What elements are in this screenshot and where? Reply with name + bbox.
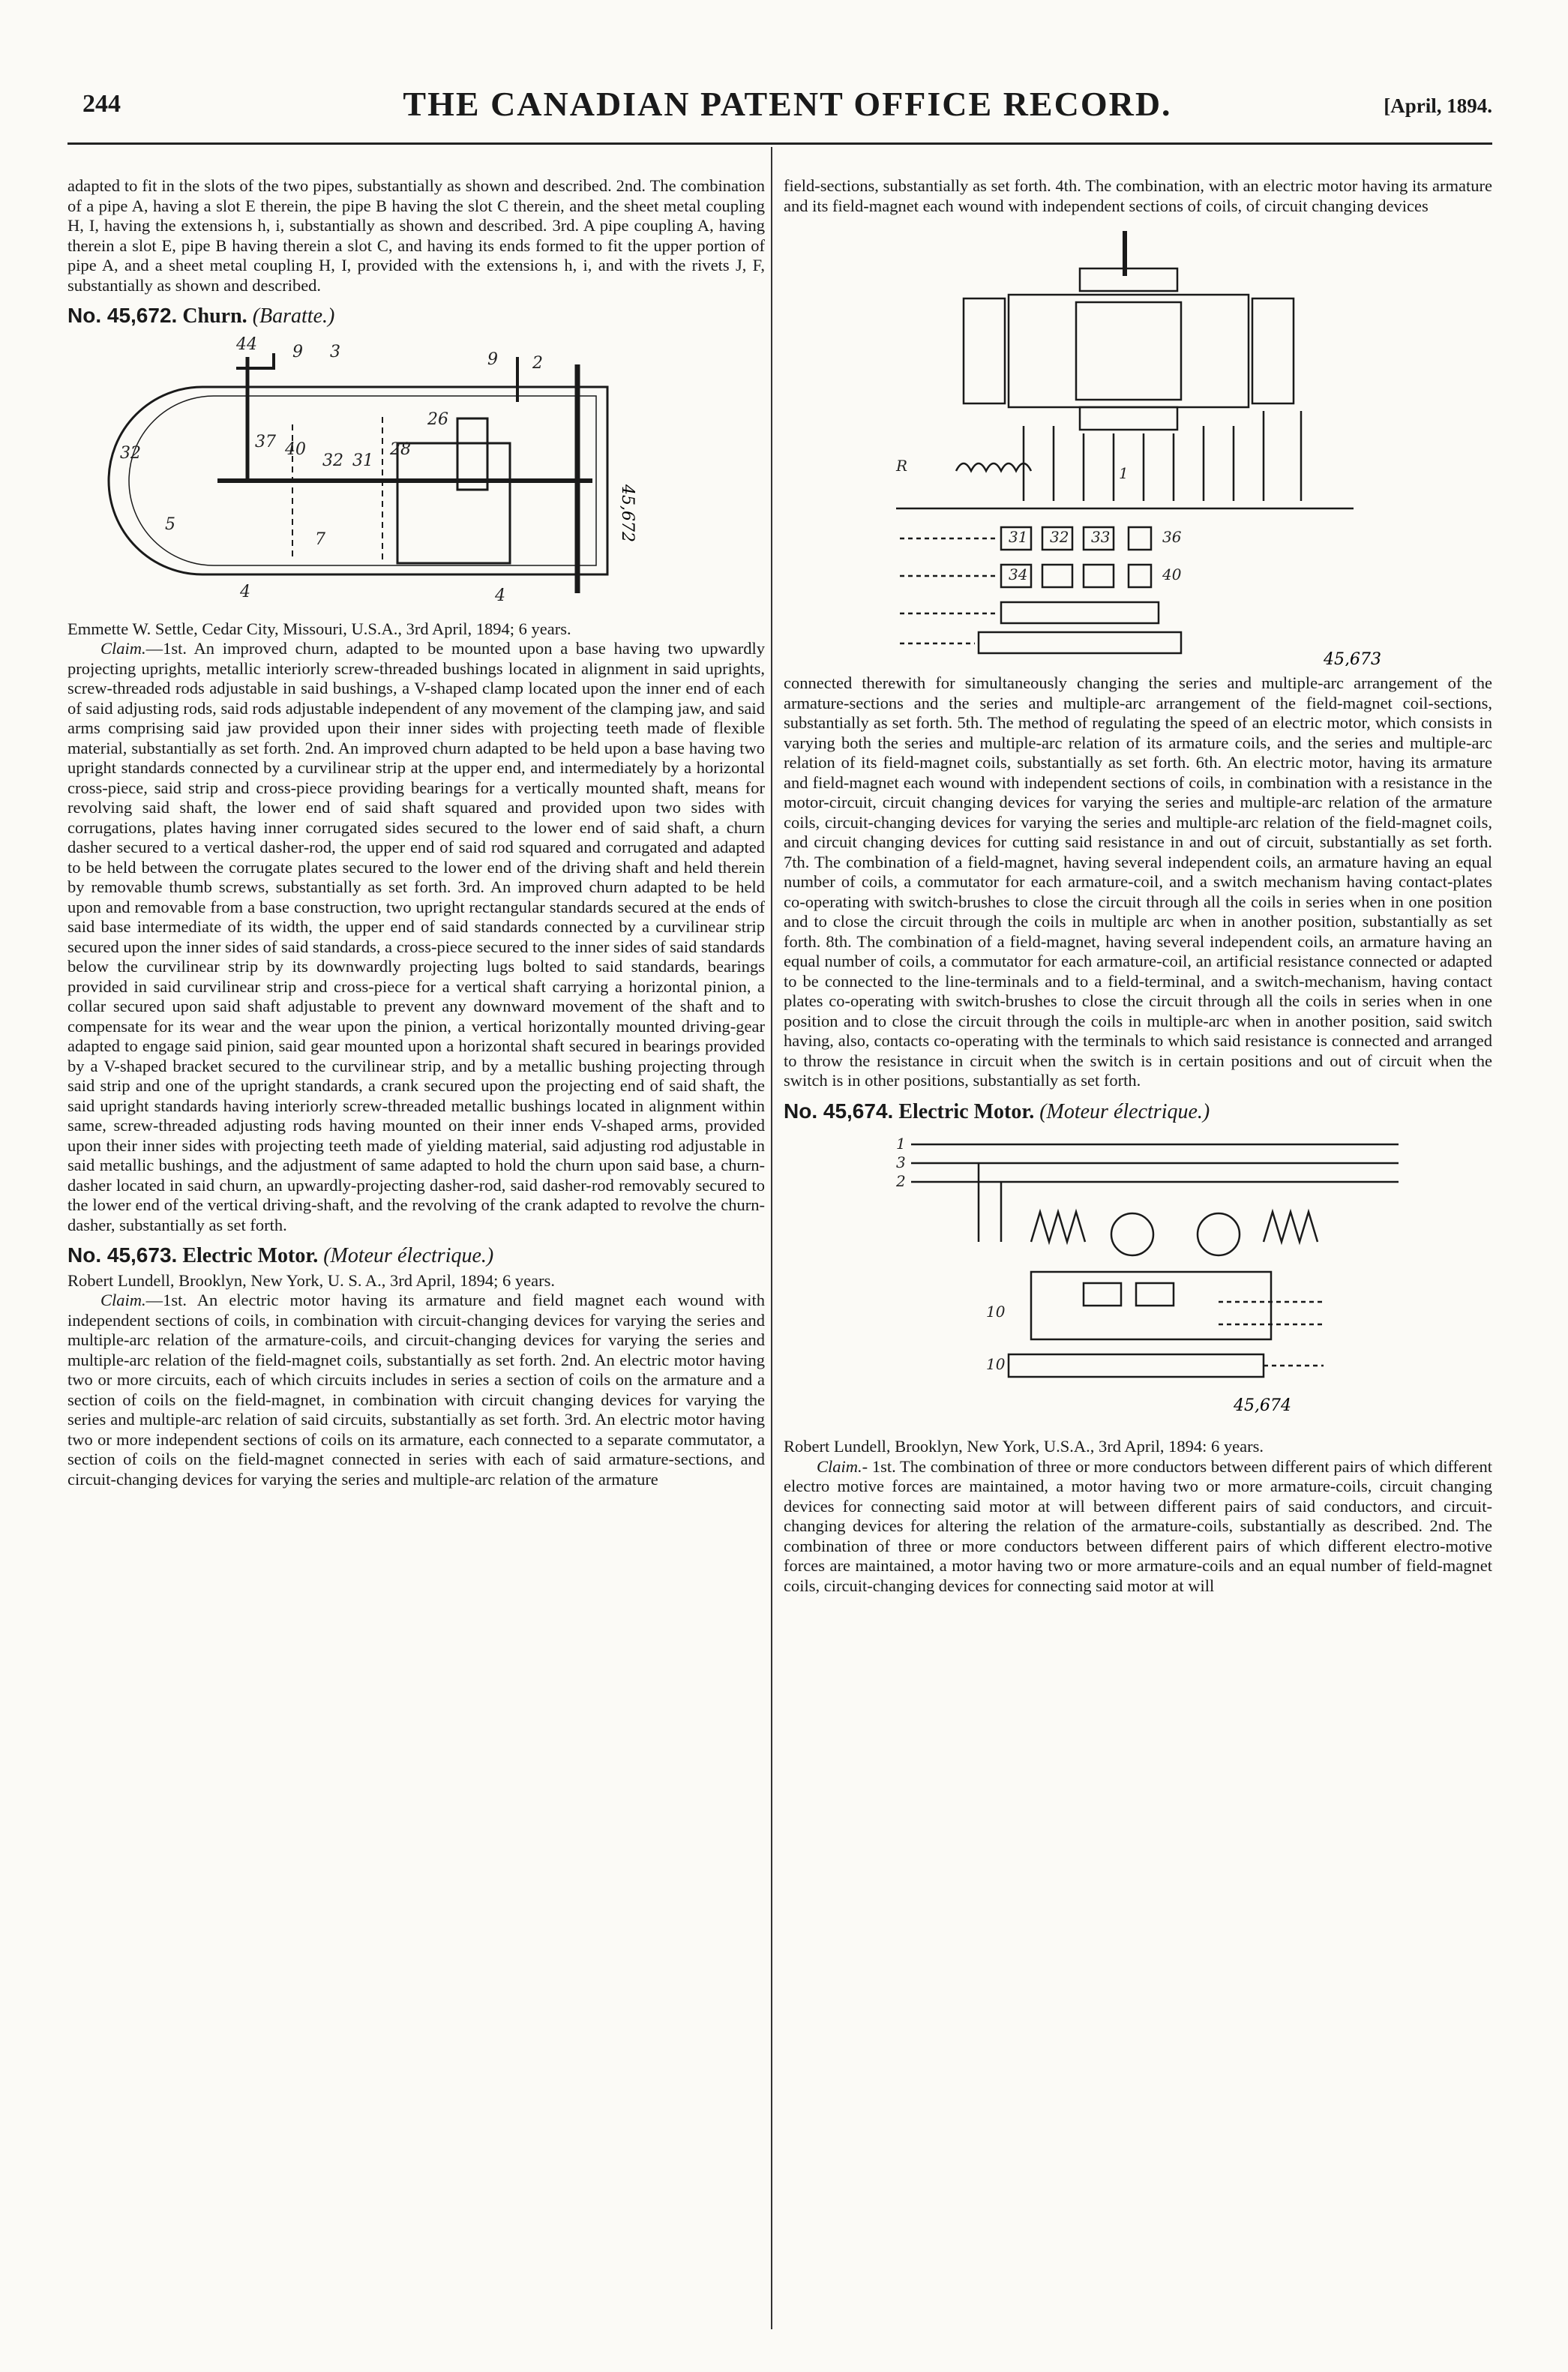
motor-figure-45674 (784, 1129, 1492, 1429)
patent-title: Electric Motor. (182, 1244, 319, 1267)
previous-patent-continuation: adapted to fit in the slots of the two pipes, substantially as shown and described. 2nd. The combination of a pipe A, having a slot E therein, the pipe B having the slot C therein, and the sheet metal coupling H, I, having the extensions h, i, substantially as shown and described. 3rd. A pipe coupling A, having therein a slot E, pipe B having therein a slot C, and having its ends formed to fit the upper portion of pipe A, and a sheet metal coupling H, I, provided with the extensions h, i, and with the rivets J, F, substantially as shown and described. (67, 176, 765, 295)
header-rule (67, 142, 1492, 145)
svg-text:44: 44 (236, 334, 257, 354)
svg-text:3: 3 (896, 1153, 906, 1171)
svg-text:2: 2 (532, 353, 543, 373)
svg-text:28: 28 (390, 439, 411, 459)
svg-text:3: 3 (330, 342, 340, 361)
churn-figure (67, 334, 765, 612)
claim-label: Claim. (817, 1456, 862, 1476)
patent-heading-45672 (67, 306, 765, 327)
patent-heading-45674 (784, 1099, 1492, 1123)
churn-drawing (67, 334, 652, 612)
svg-text:34: 34 (1009, 565, 1028, 583)
svg-text:32: 32 (322, 451, 343, 470)
claim-paragraph (784, 1457, 1492, 1597)
figure-label: 45,674 (1234, 1396, 1291, 1415)
inventor-line: Robert Lundell, Brooklyn, New York, U.S.A., 3rd April, 1894: 6 years. (784, 1437, 1264, 1456)
claim-text: —1st. An electric motor having its armature and field magnet each wound with independent sections of coils, in combination with circuit-changing devices for varying the series and multiple-arc relation of the armature-coils, and circuit-changing devices for varying the series and multiple-arc relation of the field-magnet coils, substantially as set forth. 2nd. An electric motor having two or more circuits, each of which circuits includes in series a section of coils on the armature and a section of coils on the field-magnet, in combination with circuit changing devices for varying the series and multiple-arc relation of said circuits, substantially as set forth. 3rd. An electric motor having two or more independent sections of coils on its armature, each connected to a separate commutator, a section of coils on the field-magnet connected in series with each of said armature-sections, and circuit-changing devices for varying the series and multiple-arc relation of the armature (67, 1291, 765, 1489)
patent-title: Electric Motor. (898, 1099, 1035, 1123)
claim-continuation: field-sections, substantially as set forth. 4th. The combination, with an electric motor having its armature and its field-magnet each wound with independent sections of coils, of circuit changing devices (784, 176, 1492, 215)
figure-label: 45,673 (1324, 650, 1381, 666)
svg-text:31: 31 (352, 451, 373, 470)
svg-text:40: 40 (285, 439, 306, 459)
svg-text:40: 40 (1162, 565, 1182, 583)
svg-text:9: 9 (292, 342, 303, 361)
svg-text:32: 32 (1050, 528, 1069, 546)
svg-text:R: R (896, 457, 908, 475)
patent-number: No. 45,674. (784, 1099, 894, 1123)
svg-text:4: 4 (240, 582, 250, 601)
claim-paragraph (67, 1291, 765, 1489)
patent-alt-title: (Moteur électrique.) (1039, 1099, 1210, 1123)
svg-text:31: 31 (1009, 528, 1028, 546)
svg-text:32: 32 (120, 443, 141, 463)
svg-text:5: 5 (165, 514, 175, 534)
svg-text:37: 37 (255, 432, 276, 451)
claim-label: Claim. (100, 639, 146, 658)
inventor-line: Emmette W. Settle, Cedar City, Missouri, U.S.A., 3rd April, 1894; 6 years. (67, 619, 571, 638)
column-divider (771, 147, 772, 2329)
svg-text:10: 10 (986, 1355, 1006, 1373)
claim-label: Claim. (100, 1291, 146, 1309)
patent-heading-45673 (67, 1243, 765, 1267)
svg-text:9: 9 (487, 349, 498, 369)
claim-text: —1st. An improved churn, adapted to be mounted upon a base having two upwardly projecting uprights, metallic interiorly screw-threaded bushings located in alignment in said uprights, screw-threaded rods adjustable in said bushings, a V-shaped clamp located upon the inner end of each of said adjusting rods, said rods adjustable independent of any movement of the clamping jaw, and said arms comprising said jaw provided upon their inner sides with projecting teeth made of flexible material, substantially as set forth. 2nd. An improved churn adapted to be held upon a base having two upright standards connected by a curvilinear strip at the upper end, and intermediately by a horizontal cross-piece, said strip and cross-piece providing bearings for a vertically mounted shaft, means for revolving said shaft, the lower end of said shaft squared and provided upon two sides with corrugations, plates having inner corrugated sides secured to the lower end of said shaft, a churn dasher secured to a vertical dasher-rod, the upper end of said rod squared and corrugated and adapted to be held between the corrugate plates secured to the lower end of the driving shaft and held therein by removable thumb screws, substantially as set forth. 3rd. An improved churn adapted to be held upon and removable from a base construction, two upright rectangular standards secured at the ends of said base intermediate of its width, the upper end of said standards connected by a curvilinear strip secured upon the inner sides of said standards, a cross-piece secured to the inner sides of said standards below the curvilinear strip by its downwardly projecting lugs bolted to said standards, bearings provided in said curvilinear strip and cross-piece for a vertical shaft carrying a horizontal pinion, a collar secured upon said shaft adjustable to prevent any downward movement of the shaft and to compensate for its wear and the wear upon the pinion, a vertical horizontally mounted driving-gear adapted to engage said pinion, said gear mounted upon a horizontal shaft secured in bearings provided by a V-shaped bracket secured to the curvilinear strip, and by a metallic bushing projecting through said strip and one of the upright standards, a crank secured upon the projecting end of said shaft, the said upright standards having interiorly screw-threaded metallic bushings located in alignment within same, screw-threaded adjusting rods having mounted on their inner ends V-shaped arms, provided upon their inner sides with projecting teeth made of yielding material, said adjusting rod adjustable in said metallic bushings, and the adjustment of same adapted to hold the churn upon said base, a churn-dasher located in said churn, an upwardly-projecting dasher-rod, said dasher-rod removably secured to the lower end of the vertical driving-shaft, and the revolving of the crank adapted to revolve the churn-dasher, substantially as set forth. (67, 639, 765, 1234)
svg-text:36: 36 (1162, 528, 1182, 546)
svg-text:1: 1 (896, 1135, 906, 1153)
publication-title: THE CANADIAN PATENT OFFICE RECORD. (403, 85, 1172, 123)
page-number: 244 (82, 90, 121, 118)
svg-text:2: 2 (896, 1172, 906, 1190)
right-column (784, 176, 1492, 1596)
svg-text:33: 33 (1091, 528, 1111, 546)
motor-wiring-drawing (784, 223, 1492, 666)
svg-text:10: 10 (986, 1303, 1006, 1321)
patent-number: No. 45,672. (67, 304, 178, 327)
motor-figure-45673 (784, 223, 1492, 666)
claim-continuation: connected therewith for simultaneously changing the series and multiple-arc arrangement of the armature-sections and the series and multiple-arc arrangement of the field-magnet coil-sections, substantially as set forth. 5th. The method of regulating the speed of an electric motor, which consists in varying both the series and multiple-arc relation of its armature coils, and the series and multiple-arc relation of its field-magnet coils, substantially as set forth. 6th. An electric motor, having its armature and field-magnet each wound with independent sections of coils, in combination with a resistance in the motor-circuit, circuit changing devices for varying the series and multiple-arc relation of the armature coils, circuit-changing devices for varying the series and multiple-arc relation of the field-magnet coils, and circuit changing devices for cutting said resistance in and out of circuit, substantially as set forth. 7th. The combination of a field-magnet, having several independent coils, an armature having an equal number of coils, a commutator for each armature-coil, and a switch mechanism having contact-plates co-operating with switch-brushes to close the circuit through all the coils in series when in one position and to close the circuit through the coils in multiple arc when in another position, substantially as set forth. 8th. The combination of a field-magnet, having several independent coils, an armature having an equal number of coils, a commutator for each armature-coil, an artificial resistance connected or adapted to be connected to the line-terminals and to a field-terminal, and a switch-mechanism, having contact plates co-operating with switch-brushes to close the circuit through all the coils in series when in one position and to close the circuit through the coils in multiple-arc when in another position, said switch having, also, contacts co-operating with the terminals to which said resistance is connected and arranged to throw the resistance in circuit when the switch is in certain positions and out of circuit when the switch is in other positions, substantially as set forth. (784, 673, 1492, 1090)
svg-text:4: 4 (495, 586, 505, 605)
motor-circuit-drawing (784, 1129, 1492, 1429)
svg-text:1: 1 (1119, 464, 1129, 482)
patent-title: Churn. (182, 304, 247, 328)
left-column (67, 176, 765, 1489)
patent-alt-title: (Baratte.) (252, 304, 335, 328)
figure-label: 45,672 (618, 484, 637, 542)
svg-text:26: 26 (427, 409, 448, 429)
patent-number: No. 45,673. (67, 1243, 178, 1267)
page-header (82, 84, 1492, 129)
patent-alt-title: (Moteur électrique.) (323, 1244, 494, 1267)
inventor-line: Robert Lundell, Brooklyn, New York, U. S. A., 3rd April, 1894; 6 years. (67, 1270, 555, 1290)
claim-paragraph (67, 639, 765, 1235)
issue-date: [April, 1894. (1384, 94, 1492, 117)
svg-text:7: 7 (315, 529, 325, 549)
claim-text: - 1st. The combination of three or more conductors between different pairs of which different electro motive forces are maintained, a motor having two or more armature-coils, circuit changing devices for connecting said motor at will between different pairs of said conductors, and circuit-changing devices for altering the relation of the armature-coils, substantially as described. 2nd. The combination of three or more conductors between different pairs of which different electro-motive forces are maintained, a motor having two or more armature-coils and an equal number of field-magnet coils, circuit-changing devices for connecting said motor at will (784, 1456, 1492, 1595)
